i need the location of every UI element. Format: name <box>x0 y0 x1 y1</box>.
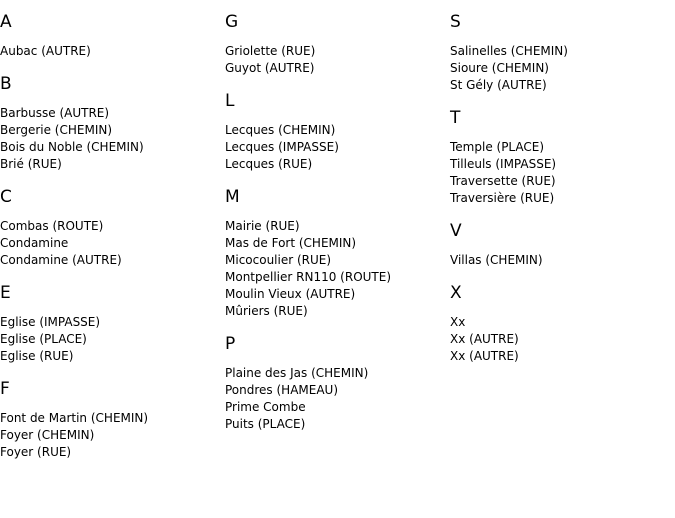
street-entry[interactable] <box>450 314 675 331</box>
street-list <box>450 314 675 365</box>
street-list <box>450 43 675 94</box>
street-link[interactable]: Condamine (AUTRE) <box>0 253 122 267</box>
street-link[interactable]: Aubac (AUTRE) <box>0 44 91 58</box>
street-entry[interactable] <box>450 77 675 94</box>
street-entry[interactable] <box>450 60 675 77</box>
street-link[interactable]: Xx <box>450 315 466 329</box>
street-entry[interactable] <box>0 122 225 139</box>
letter-heading: C <box>0 187 12 207</box>
street-entry[interactable] <box>225 399 450 416</box>
street-entry[interactable] <box>225 252 450 269</box>
letter-group-m <box>225 187 450 320</box>
street-entry[interactable] <box>225 365 450 382</box>
street-link[interactable]: Temple (PLACE) <box>450 140 545 154</box>
street-entry[interactable] <box>0 105 225 122</box>
street-entry[interactable] <box>225 286 450 303</box>
street-entry[interactable] <box>0 314 225 331</box>
letter-group-x <box>450 283 675 365</box>
letter-group-e <box>0 283 225 365</box>
street-link[interactable]: Xx (AUTRE) <box>450 349 519 363</box>
street-link[interactable]: Brié (RUE) <box>0 157 62 171</box>
letter-heading: E <box>0 283 11 303</box>
letter-heading: S <box>450 12 461 32</box>
street-link[interactable]: Micocoulier (RUE) <box>225 253 332 267</box>
street-link[interactable]: Pondres (HAMEAU) <box>225 383 339 397</box>
letter-group-p <box>225 334 450 433</box>
street-link[interactable]: Griolette (RUE) <box>225 44 316 58</box>
street-list <box>225 365 450 433</box>
letter-heading: M <box>225 187 240 207</box>
street-link[interactable]: Salinelles (CHEMIN) <box>450 44 568 58</box>
street-link[interactable]: Montpellier RN110 (ROUTE) <box>225 270 392 284</box>
index-column-2 <box>225 0 450 447</box>
street-list <box>0 105 225 173</box>
street-link[interactable]: Moulin Vieux (AUTRE) <box>225 287 356 301</box>
street-list <box>450 139 675 207</box>
street-link[interactable]: Eglise (IMPASSE) <box>0 315 101 329</box>
street-entry[interactable] <box>225 122 450 139</box>
street-entry[interactable] <box>0 444 225 461</box>
street-entry[interactable] <box>450 190 675 207</box>
street-entry[interactable] <box>225 139 450 156</box>
letter-group-l <box>225 91 450 173</box>
street-entry[interactable] <box>450 43 675 60</box>
street-link[interactable]: Mûriers (RUE) <box>225 304 308 318</box>
letter-heading: P <box>225 334 236 354</box>
street-entry[interactable] <box>450 252 675 269</box>
street-list <box>225 43 450 77</box>
index-column-1 <box>0 0 225 475</box>
letter-heading: L <box>225 91 235 111</box>
letter-heading: G <box>225 12 239 32</box>
street-list <box>0 43 225 60</box>
street-entry[interactable] <box>225 235 450 252</box>
street-entry[interactable] <box>0 218 225 235</box>
letter-group-s <box>450 12 675 94</box>
street-link[interactable]: Xx (AUTRE) <box>450 332 519 346</box>
street-link[interactable]: Lecques (RUE) <box>225 157 313 171</box>
street-entry[interactable] <box>450 348 675 365</box>
street-link[interactable]: Traversette (RUE) <box>450 174 556 188</box>
street-entry[interactable] <box>450 156 675 173</box>
street-entry[interactable] <box>0 139 225 156</box>
street-link[interactable]: Font de Martin (CHEMIN) <box>0 411 149 425</box>
street-entry[interactable] <box>225 156 450 173</box>
street-link[interactable]: Puits (PLACE) <box>225 417 306 431</box>
street-entry[interactable] <box>225 303 450 320</box>
letter-group-t <box>450 108 675 207</box>
street-link[interactable]: Traversière (RUE) <box>450 191 555 205</box>
letter-group-g <box>225 12 450 77</box>
street-list <box>225 122 450 173</box>
street-entry[interactable] <box>225 416 450 433</box>
letter-group-b <box>0 74 225 173</box>
letter-group-v <box>450 221 675 269</box>
street-entry[interactable] <box>0 348 225 365</box>
street-entry[interactable] <box>0 331 225 348</box>
street-link[interactable]: Barbusse (AUTRE) <box>0 106 110 120</box>
street-entry[interactable] <box>225 43 450 60</box>
street-entry[interactable] <box>0 43 225 60</box>
street-link[interactable]: Lecques (CHEMIN) <box>225 123 336 137</box>
street-entry[interactable] <box>225 382 450 399</box>
street-link[interactable]: Combas (ROUTE) <box>0 219 104 233</box>
street-entry[interactable] <box>450 331 675 348</box>
street-link[interactable]: Sioure (CHEMIN) <box>450 61 549 75</box>
street-link[interactable]: Guyot (AUTRE) <box>225 61 315 75</box>
street-list <box>0 314 225 365</box>
street-link[interactable]: Bois du Noble (CHEMIN) <box>0 140 144 154</box>
street-list <box>0 218 225 269</box>
street-entry[interactable] <box>0 235 225 252</box>
letter-heading: A <box>0 12 12 32</box>
street-link[interactable]: Eglise (PLACE) <box>0 332 87 346</box>
street-link[interactable]: Prime Combe <box>225 400 306 414</box>
index-column-3 <box>450 0 675 379</box>
letter-group-f <box>0 379 225 461</box>
letter-heading: X <box>450 283 462 303</box>
street-link[interactable]: Mas de Fort (CHEMIN) <box>225 236 357 250</box>
letter-heading: B <box>0 74 12 94</box>
street-entry[interactable] <box>0 427 225 444</box>
street-entry[interactable] <box>450 139 675 156</box>
street-entry[interactable] <box>0 410 225 427</box>
street-link[interactable]: Plaine des Jas (CHEMIN) <box>225 366 369 380</box>
street-list <box>225 218 450 320</box>
street-list <box>450 252 675 269</box>
street-link[interactable]: St Gély (AUTRE) <box>450 78 547 92</box>
letter-heading: V <box>450 221 462 241</box>
street-entry[interactable] <box>450 173 675 190</box>
street-link[interactable]: Lecques (IMPASSE) <box>225 140 339 154</box>
street-entry[interactable] <box>225 269 450 286</box>
street-entry[interactable] <box>0 156 225 173</box>
letter-heading: F <box>0 379 10 399</box>
street-entry[interactable] <box>225 218 450 235</box>
street-list <box>0 410 225 461</box>
street-entry[interactable] <box>225 60 450 77</box>
street-link[interactable]: Foyer (RUE) <box>0 445 72 459</box>
street-link[interactable]: Eglise (RUE) <box>0 349 74 363</box>
street-link[interactable]: Villas (CHEMIN) <box>450 253 543 267</box>
letter-group-a <box>0 12 225 60</box>
street-link[interactable]: Tilleuls (IMPASSE) <box>450 157 557 171</box>
street-link[interactable]: Foyer (CHEMIN) <box>0 428 95 442</box>
street-link[interactable]: Bergerie (CHEMIN) <box>0 123 113 137</box>
street-link[interactable]: Mairie (RUE) <box>225 219 300 233</box>
street-entry[interactable] <box>0 252 225 269</box>
letter-group-c <box>0 187 225 269</box>
letter-heading: T <box>450 108 461 128</box>
street-link[interactable]: Condamine <box>0 236 69 250</box>
